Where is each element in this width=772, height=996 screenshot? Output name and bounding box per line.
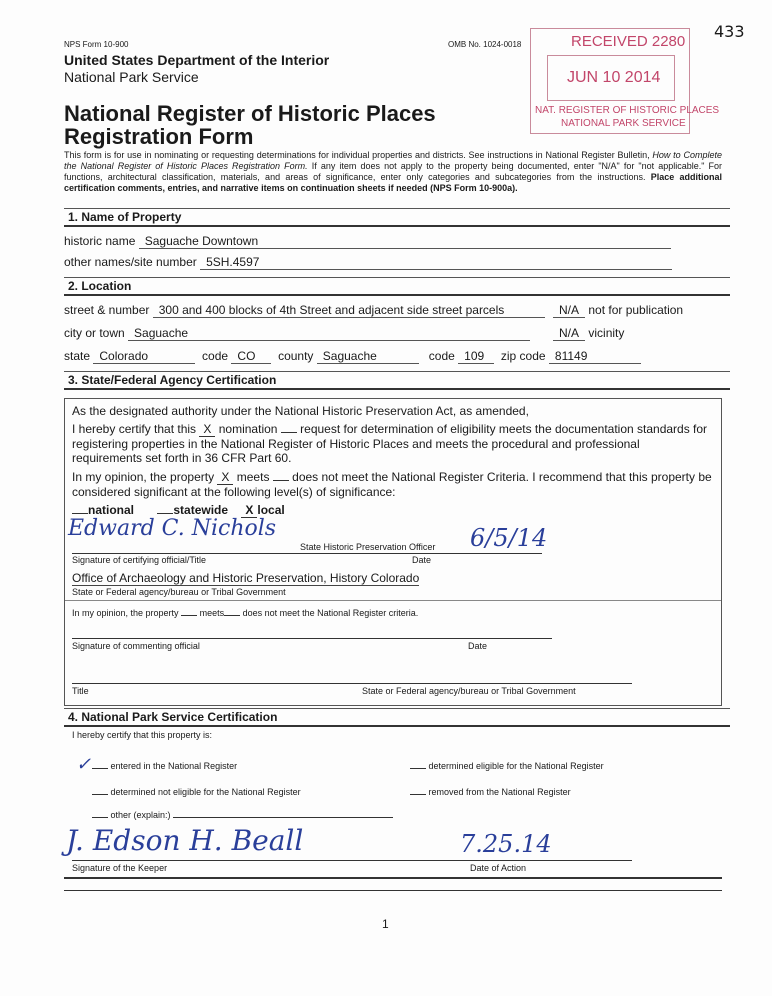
state-value[interactable]: Colorado (93, 349, 195, 364)
action-label: Date of Action (470, 863, 527, 873)
certifying-date: 6/5/14 (470, 524, 548, 552)
keeper-label: Signature of the Keeper (72, 863, 168, 873)
meets-check[interactable]: X (217, 470, 233, 485)
received-stamp (530, 28, 720, 134)
historic-name-value[interactable]: Saguache Downtown (139, 234, 671, 249)
street-na[interactable]: N/A (553, 303, 585, 318)
commenting-signature-label: Signature of commenting official (72, 641, 200, 651)
authority-text: As the designated authority under the National Historic Preservation Act, as amended, (72, 404, 529, 418)
option-not-eligible: determined not eligible for the National Register (92, 787, 301, 797)
certifying-signature: Edward C. Nichols (68, 516, 277, 541)
street-value[interactable]: 300 and 400 blocks of 4th Street and adjacent side street parcels (153, 303, 545, 318)
certifier-title: State Historic Preservation Officer (300, 542, 436, 552)
state-code[interactable]: CO (231, 349, 271, 364)
date2-label: Date (468, 641, 488, 651)
section-4-header: 4. National Park Service Certification (64, 708, 730, 727)
zip-value[interactable]: 81149 (549, 349, 641, 364)
option-removed: removed from the National Register (410, 787, 571, 797)
stamp-line1: NAT. REGISTER OF HISTORIC PLACES (535, 105, 720, 116)
action-date: 7.25.14 (460, 830, 552, 858)
signature-label: Signature of certifying official/Title (72, 555, 207, 565)
site-number-value[interactable]: 5SH.4597 (200, 255, 672, 270)
not-for-publication: N/A not for publication (553, 303, 683, 318)
entered-checkmark-icon: ✓ (76, 754, 92, 775)
form-title: National Register of Historic Places (64, 101, 436, 126)
nps-certify-text: I hereby certify that this property is: (72, 730, 213, 740)
service: National Park Service (64, 69, 199, 85)
instructions-paragraph: This form is for use in nominating or requesting determinations for individual properties and districts. See instructions in National Register Bulletin, How to Complete the National Register of Historic Places Registration Form. If any item does not apply to the property being documented, enter "N/A" for "not applicable." For functions, architectural classification, materials, and areas of significance, enter only categories and subcategories from the instructions. Place additional certification comments, entries, and narrative items on continuation sheets if needed (NPS Form 10-900a). (64, 150, 723, 193)
stamp-received: RECEIVED 2280 (571, 33, 686, 50)
significance-levels: national statewide X local (72, 503, 285, 518)
form-number: NPS Form 10-900 (64, 40, 129, 49)
local-check[interactable]: X (241, 503, 257, 518)
opinion-text: In my opinion, the property X meets does not meet the National Register Criteria. I recommend that this property be considered significant at the following level(s) of significance: (72, 470, 712, 499)
stamp-line2: NATIONAL PARK SERVICE (561, 118, 686, 129)
city-na[interactable]: N/A (553, 326, 585, 341)
nomination-check[interactable]: X (199, 422, 215, 437)
stamp-date: JUN 10 2014 (567, 69, 661, 86)
handwritten-page-ref: 433 (714, 22, 745, 41)
county-code[interactable]: 109 (458, 349, 494, 364)
section-3-header: 3. State/Federal Agency Certification (64, 371, 730, 390)
city-row: city or town Saguache (64, 326, 530, 341)
option-eligible: determined eligible for the National Register (410, 761, 604, 771)
other-names-row: other names/site number 5SH.4597 (64, 255, 672, 270)
agency-label: State or Federal agency/bureau or Tribal Government (72, 587, 286, 597)
section-1-header: 1. Name of Property (64, 208, 730, 227)
title-label: Title (72, 686, 89, 696)
omb-number: OMB No. 1024-0018 (448, 40, 522, 49)
option-entered: entered in the National Register (92, 761, 237, 771)
vicinity: N/A vicinity (553, 326, 624, 341)
state-row: state Colorado code CO county Saguache code 109 zip code 81149 (64, 349, 641, 364)
keeper-signature: J. Edson H. Beall (66, 824, 304, 857)
city-value[interactable]: Saguache (128, 326, 530, 341)
certify-text: I hereby certify that this X nomination request for determination of eligibility meets the documentation standards for registering properties in the National Register of Historic Places and meets the procedural and professional requirements set forth in 36 CFR Part 60. (72, 422, 708, 465)
historic-name-row: historic name Saguache Downtown (64, 234, 671, 249)
agency2-label: State or Federal agency/bureau or Tribal Government (362, 686, 576, 696)
county-value[interactable]: Saguache (317, 349, 419, 364)
opinion2-text: In my opinion, the property meets does not meet the National Register criteria. (72, 608, 419, 618)
form-subtitle: Registration Form (64, 124, 254, 149)
agency-value: Office of Archaeology and Historic Preservation, History Colorado (72, 571, 420, 585)
street-row: street & number 300 and 400 blocks of 4th Street and adjacent side street parcels (64, 303, 545, 318)
section-2-header: 2. Location (64, 277, 730, 296)
option-other: other (explain:) (92, 810, 393, 820)
date-label: Date (412, 555, 432, 565)
department: United States Department of the Interior (64, 52, 330, 68)
page-number: 1 (382, 917, 389, 931)
